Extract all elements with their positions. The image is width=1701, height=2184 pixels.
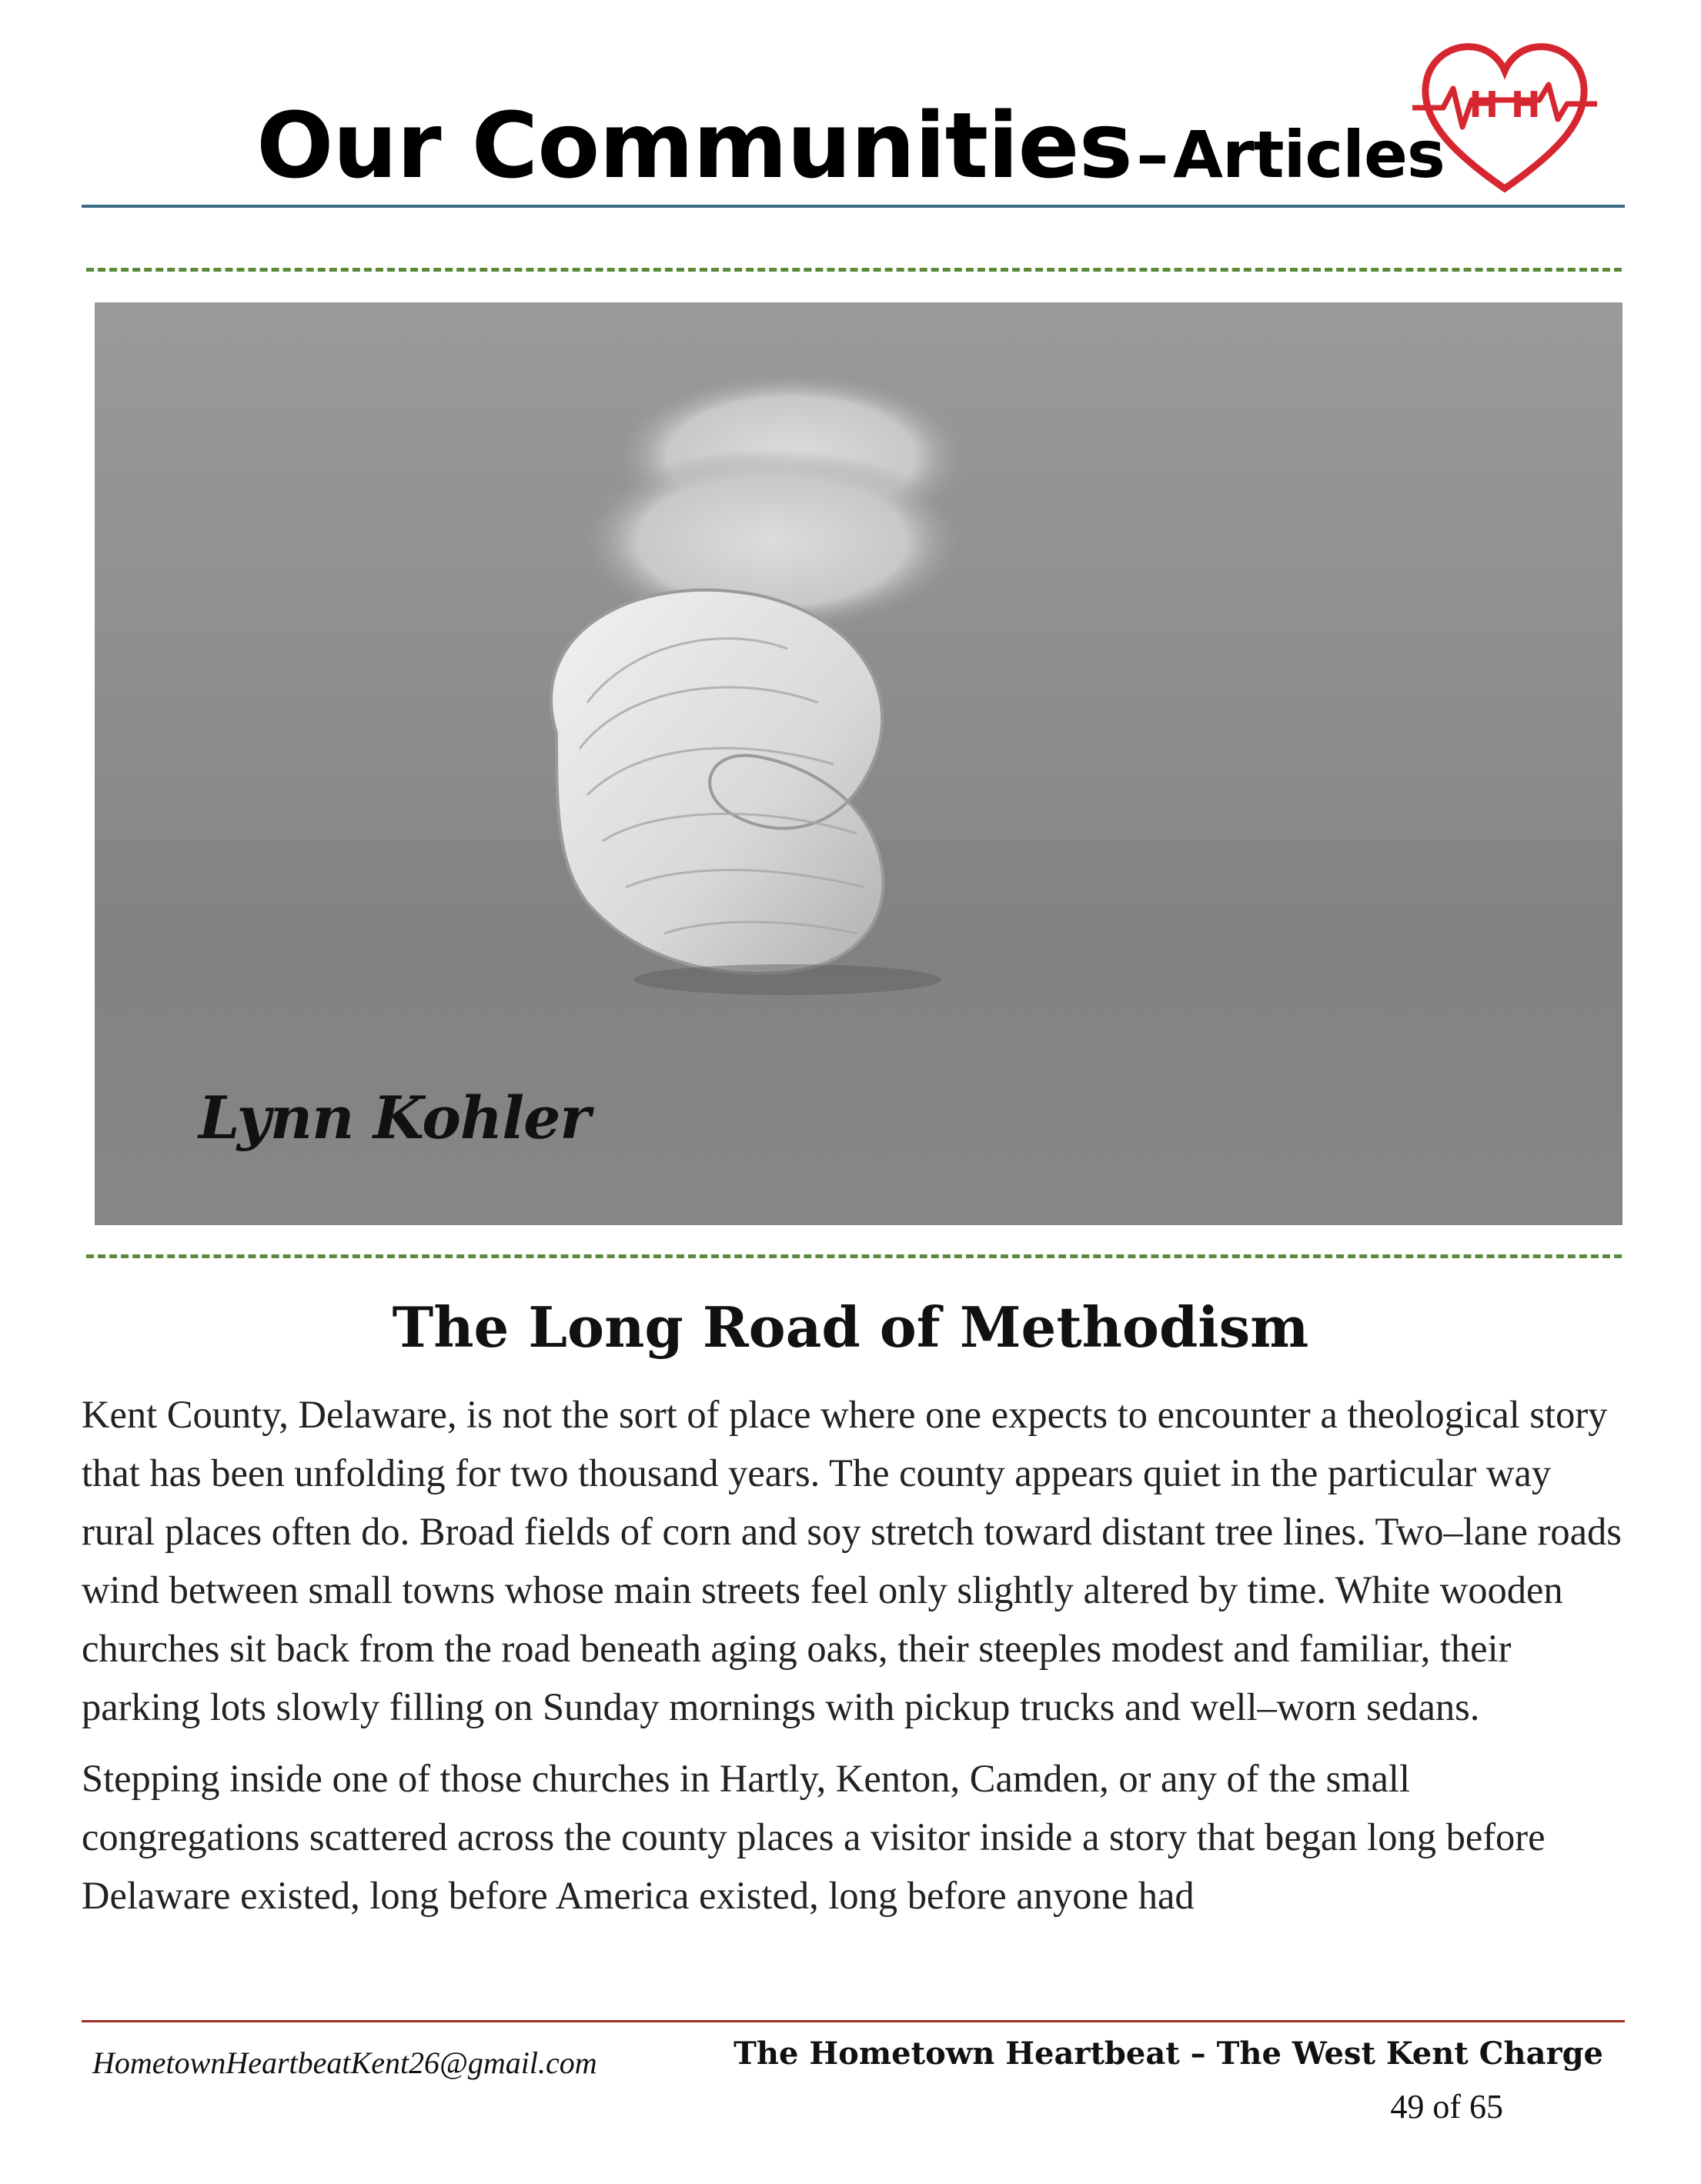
photo-top-divider — [86, 268, 1622, 272]
heart-icon — [1409, 23, 1601, 208]
footer-publication: The Hometown Heartbeat – The West Kent Charge — [734, 2035, 1603, 2072]
article-paragraph: Kent County, Delaware, is not the sort of place where one expects to encounter a theological story that has been unfolding for two thousand years. The county appears quiet in the particular way rural places often do. Broad fields of corn and soy stretch toward distant tree lines. Two–lane roads wind between small towns whose main streets feel only slightly altered by time. White wooden churches sit back from the road beneath aging oaks, their steeples modest and familiar, their parking lots slowly filling on Sunday mornings with pickup trucks and well–worn sedans. — [82, 1393, 1622, 1728]
page-title-sub: Articles — [1172, 117, 1445, 192]
shell-photo — [95, 302, 1622, 1225]
photo-bottom-divider — [86, 1254, 1622, 1258]
footer-rule — [82, 2020, 1625, 2022]
photo-credit: Lynn Kohler — [199, 1084, 590, 1152]
page-title-main: Our Communities — [256, 92, 1132, 199]
article-body — [82, 1385, 1629, 1938]
article-paragraph: Stepping inside one of those churches in Hartly, Kenton, Camden, or any of the small congregations scattered across the county places a visitor inside a story that began long before Delaware existed, long before America existed, long before anyone had — [82, 1757, 1546, 1917]
page-number: 49 of 65 — [1390, 2088, 1503, 2126]
page-title-dash: – — [1136, 117, 1169, 192]
footer-email-link[interactable]: HometownHeartbeatKent26@gmail.com — [92, 2045, 597, 2080]
header-rule — [82, 205, 1625, 208]
logo-lettering: H H — [1469, 84, 1541, 125]
article-title: The Long Road of Methodism — [392, 1294, 1309, 1360]
heartbeat-logo — [1409, 23, 1601, 208]
